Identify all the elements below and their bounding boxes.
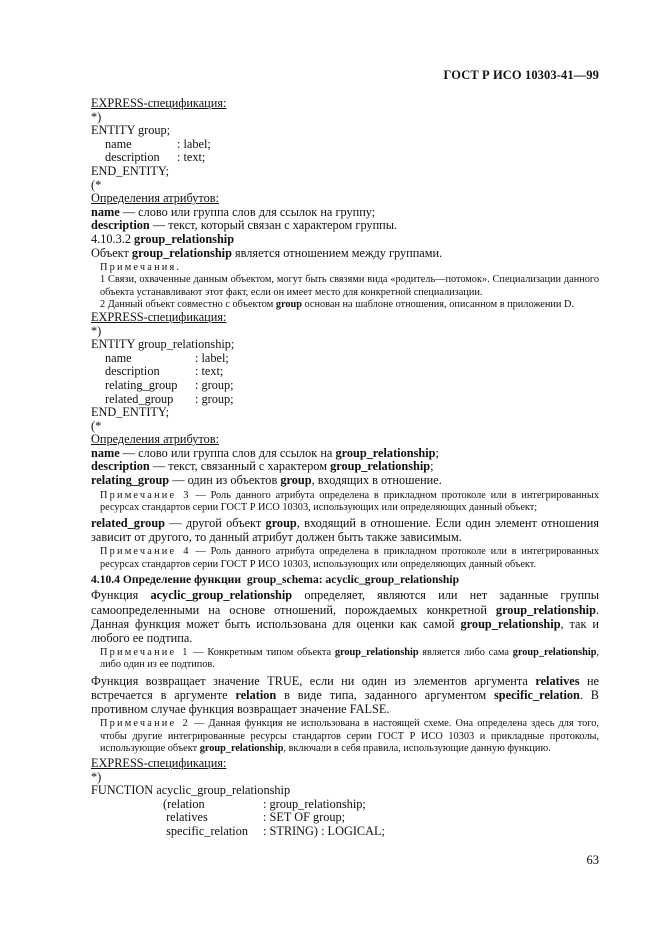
running-header: ГОСТ Р ИСО 10303-41—99 <box>443 68 599 82</box>
entity-attr: description : text; <box>105 364 224 379</box>
entity-attr: relating_group : group; <box>105 377 234 392</box>
entity-begin: ENTITY group_relationship; <box>91 337 235 352</box>
page-number: 63 <box>586 853 599 867</box>
attr-def: name — слово или группа слов для ссылок на группу; <box>91 204 376 219</box>
entity-end: END_ENTITY; <box>91 405 170 420</box>
entity-attr: name : label; <box>105 136 211 151</box>
note-1: Примечание 1 — Конкретным типом объекта group_relationship является либо сама group_relationship, либо один из ее подтипов. <box>100 647 599 671</box>
express-spec-label: EXPRESS-спецификация: <box>91 755 227 770</box>
comment-close: (* <box>91 177 102 192</box>
entity-begin: ENTITY group; <box>91 123 171 138</box>
note-4: Примечание 4 — Роль данного атрибута определена в прикладном протоколе или в интегрированных ресурсах стандартов серии ГОСТ Р ИСО 10303, использующих или определяющих данный объект. <box>100 546 599 570</box>
section-heading: 4.10.4 Определение функции group_schema: acyclic_group_relationship <box>91 572 460 586</box>
notes-heading: Примечания. <box>100 262 182 274</box>
function-param: (relation : group_relationship; <box>163 796 366 811</box>
section-intro: Объект group_relationship является отношением между группами. <box>91 245 443 260</box>
attr-def-related: related_group — другой объект group, входящий в отношение. Если один элемент отношения зависит от другого, то данный атрибут должен быть также зависимым. <box>91 516 599 545</box>
note-2: Примечание 2 — Данная функция не использована в настоящей схеме. Она определена здесь для того, чтобы другие интегрированные ресурсы стандартов серии ГОСТ Р ИСО 10303 и прикладные протоколы, использующие объект group_relationship, включали в себя правила, использующие данную функцию. <box>100 718 599 754</box>
comment-open: *) <box>91 323 102 338</box>
section-heading: 4.10.3.2 group_relationship <box>91 231 235 246</box>
attr-def: description — текст, который связан с характером группы. <box>91 218 398 233</box>
page-body <box>91 97 599 838</box>
attr-def: name — слово или группа слов для ссылок на group_relationship; <box>91 445 439 460</box>
attr-defs-label: Определения атрибутов: <box>91 191 220 206</box>
function-param: relatives : SET OF group; <box>163 810 346 825</box>
function-begin: FUNCTION acyclic_group_relationship <box>91 783 291 798</box>
comment-open: *) <box>91 769 102 784</box>
paragraph: Функция acyclic_group_relationship определяет, являются или нет заданные группы самоопределенными на основе отношений, порождаемых конкретной group_relationship. Данная функция может быть использована для оценки как самой group_relationship, так и любого ее подтипа. <box>91 588 599 646</box>
attr-defs-label: Определения атрибутов: <box>91 432 220 447</box>
note-3: Примечание 3 — Роль данного атрибута определена в прикладном протоколе или в интегрированных ресурсах стандартов серии ГОСТ Р ИСО 10303, использующих или определяющих данный объект; <box>100 489 599 513</box>
comment-open: *) <box>91 109 102 124</box>
entity-end: END_ENTITY; <box>91 163 170 178</box>
express-spec-label: EXPRESS-спецификация: <box>91 96 227 110</box>
comment-close: (* <box>91 418 102 433</box>
note-2: 2 Данный объект совместно с объектом group основан на шаблоне отношения, описанном в приложении D. <box>100 298 574 310</box>
express-spec-label: EXPRESS-спецификация: <box>91 309 227 324</box>
attr-def: relating_group — один из объектов group, входящих в отношение. <box>91 473 442 488</box>
attr-def: description — текст, связанный с характером group_relationship; <box>91 459 434 474</box>
paragraph: Функция возвращает значение TRUE, если ни один из элементов аргумента relatives не встречается в аргументе relation в виде типа, заданного аргументом specific_relation. В противном случае функция возвращает значение FALSE. <box>91 673 600 717</box>
note-1: 1 Связи, охваченные данным объектом, могут быть связями вида «родитель—потомок». Специализации данного объекта устанавливают этот факт, если он имеет место для конкретной специализации. <box>100 274 599 298</box>
function-param: specific_relation : STRING) : LOGICAL; <box>163 823 385 838</box>
entity-attr: description : text; <box>105 150 206 165</box>
entity-attr: related_group : group; <box>105 391 234 406</box>
entity-attr: name : label; <box>105 350 229 365</box>
